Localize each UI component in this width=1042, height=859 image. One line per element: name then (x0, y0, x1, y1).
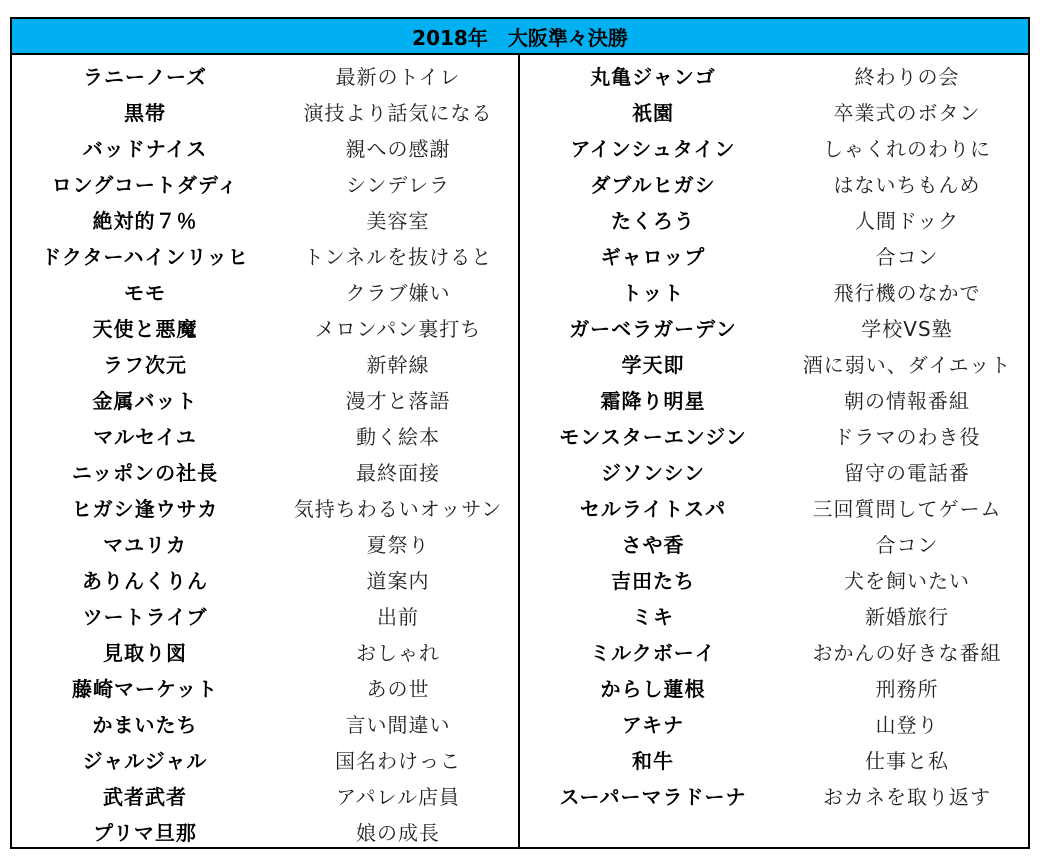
table-row (12, 813, 518, 849)
table-row (12, 705, 518, 741)
combo-name: ありんくりん (82, 568, 208, 593)
combo-name: からし蓮根 (600, 676, 706, 701)
table-row (12, 633, 518, 669)
combo-name: ジソンシン (601, 460, 705, 485)
table-row (12, 453, 518, 489)
combo-name: 藤崎マーケット (72, 676, 218, 701)
combo-name: 金属バット (92, 388, 198, 413)
routine-theme: しゃくれのわりに (823, 136, 991, 161)
routine-theme: おカネを取り返す (823, 784, 991, 809)
routine-theme: 動く絵本 (356, 424, 440, 449)
right-column (520, 55, 1028, 847)
routine-theme: 合コン (875, 244, 939, 269)
combo-name: ラニーノーズ (83, 64, 207, 89)
combo-name: マルセイユ (93, 424, 197, 449)
routine-theme: 酒に弱い、ダイエット (802, 352, 1012, 377)
table-row (12, 597, 518, 633)
combo-name: ロングコートダディ (51, 172, 239, 197)
table-row (12, 93, 518, 129)
table-title: 2018年 大阪準々決勝 (12, 19, 1028, 55)
routine-theme: おしゃれ (356, 640, 440, 665)
combo-name: トット (621, 280, 685, 305)
routine-theme: 娘の成長 (356, 820, 440, 845)
routine-theme: ドラマのわき役 (833, 424, 981, 449)
combo-name: 和牛 (632, 748, 674, 773)
combo-name: さや香 (621, 532, 685, 557)
combo-name: セルライトスパ (579, 496, 727, 521)
combo-name: ダブルヒガシ (590, 172, 716, 197)
combo-name: 丸亀ジャンゴ (590, 64, 716, 89)
table-row (12, 57, 518, 93)
table-row (520, 129, 1028, 165)
table-row (520, 381, 1028, 417)
routine-theme: 最新のトイレ (335, 64, 461, 89)
routine-theme: はないちもんめ (833, 172, 981, 197)
routine-theme: アパレル店員 (336, 784, 460, 809)
routine-theme: 漫才と落語 (345, 388, 451, 413)
table-row (520, 741, 1028, 777)
table-row (520, 777, 1028, 813)
routine-theme: 朝の情報番組 (844, 388, 970, 413)
combo-name: かまいたち (92, 712, 198, 737)
combo-name: 黒帯 (124, 100, 166, 125)
table-row (12, 345, 518, 381)
combo-name: ヒガシ逢ウサカ (71, 496, 219, 521)
combo-name: 吉田たち (611, 568, 695, 593)
routine-theme: 最終面接 (356, 460, 440, 485)
combo-name: 天使と悪魔 (92, 316, 198, 341)
table-row (12, 309, 518, 345)
combo-name: アインシュタイン (570, 136, 736, 161)
combo-name: ラフ次元 (103, 352, 187, 377)
table-row (520, 345, 1028, 381)
combo-name: ツートライブ (82, 604, 208, 629)
routine-theme: おかんの好きな番組 (812, 640, 1002, 665)
combo-name: モモ (124, 280, 166, 305)
routine-theme: 仕事と私 (865, 748, 949, 773)
routine-theme: 美容室 (366, 208, 430, 233)
routine-theme: 人間ドック (854, 208, 960, 233)
routine-theme: あの世 (366, 676, 430, 701)
table-row (12, 381, 518, 417)
table-row (12, 561, 518, 597)
combo-name: ジャルジャル (82, 748, 208, 773)
combo-name: マユリカ (103, 532, 187, 557)
table-row (520, 237, 1028, 273)
combo-name: ミルクボーイ (590, 640, 716, 665)
routine-theme: 終わりの会 (854, 64, 960, 89)
combo-name: ニッポンの社長 (71, 460, 219, 485)
combo-name: 霜降り明星 (600, 388, 706, 413)
routine-theme: 卒業式のボタン (833, 100, 981, 125)
table-row (520, 273, 1028, 309)
table-row (12, 489, 518, 525)
table-row (12, 741, 518, 777)
table-row (12, 165, 518, 201)
table-row (520, 165, 1028, 201)
table-row (520, 633, 1028, 669)
results-table (10, 17, 1030, 849)
routine-theme: 国名わけっこ (335, 748, 461, 773)
table-row (520, 669, 1028, 705)
table-row (12, 777, 518, 813)
table-row (520, 705, 1028, 741)
table-row (520, 417, 1028, 453)
routine-theme: 合コン (875, 532, 939, 557)
table-row (12, 417, 518, 453)
routine-theme: 出前 (377, 604, 419, 629)
routine-theme: 飛行機のなかで (833, 280, 981, 305)
table-row (12, 669, 518, 705)
combo-name: アキナ (621, 712, 685, 737)
routine-theme: 新幹線 (366, 352, 430, 377)
combo-name: たくろう (611, 208, 695, 233)
table-row (520, 597, 1028, 633)
combo-name: プリマ旦那 (93, 820, 197, 845)
table-row (520, 57, 1028, 93)
routine-theme: 言い間違い (345, 712, 451, 737)
combo-name: モンスターエンジン (559, 424, 747, 449)
routine-theme: 山登り (875, 712, 939, 737)
routine-theme: 気持ちわるいオッサン (293, 496, 503, 521)
routine-theme: 夏祭り (366, 532, 430, 557)
combo-name: 武者武者 (103, 784, 187, 809)
routine-theme: 学校VS塾 (861, 316, 953, 341)
routine-theme: 演技より話気になる (303, 100, 493, 125)
routine-theme: 犬を飼いたい (844, 568, 970, 593)
table-row (520, 453, 1028, 489)
table-body (12, 55, 1028, 847)
routine-theme: 親への感謝 (345, 136, 451, 161)
table-row (520, 201, 1028, 237)
routine-theme: シンデレラ (345, 172, 451, 197)
combo-name: ドクターハインリッヒ (41, 244, 249, 269)
combo-name: 見取り図 (103, 640, 187, 665)
table-row (520, 525, 1028, 561)
combo-name: ガーベラガーデン (569, 316, 737, 341)
table-row (520, 93, 1028, 129)
table-row (12, 129, 518, 165)
combo-name: 学天即 (621, 352, 685, 377)
combo-name: 祇園 (632, 100, 674, 125)
routine-theme: クラブ嫌い (345, 280, 451, 305)
routine-theme: 三回質問してゲーム (812, 496, 1002, 521)
table-row (12, 201, 518, 237)
left-column (12, 55, 520, 847)
combo-name: スーパーマラドーナ (559, 784, 747, 809)
routine-theme: 刑務所 (875, 676, 939, 701)
combo-name: ギャロップ (600, 244, 706, 269)
routine-theme: 留守の電話番 (844, 460, 970, 485)
table-row (12, 525, 518, 561)
table-row (520, 309, 1028, 345)
table-row (520, 561, 1028, 597)
routine-theme: 道案内 (366, 568, 430, 593)
combo-name: バッドナイス (82, 136, 208, 161)
combo-name: 絶対的７％ (92, 208, 198, 233)
table-row (520, 489, 1028, 525)
table-row (12, 273, 518, 309)
routine-theme: トンネルを抜けると (303, 244, 493, 269)
combo-name: ミキ (632, 604, 674, 629)
routine-theme: 新婚旅行 (865, 604, 949, 629)
routine-theme: メロンパン裏打ち (314, 316, 482, 341)
table-row (12, 237, 518, 273)
